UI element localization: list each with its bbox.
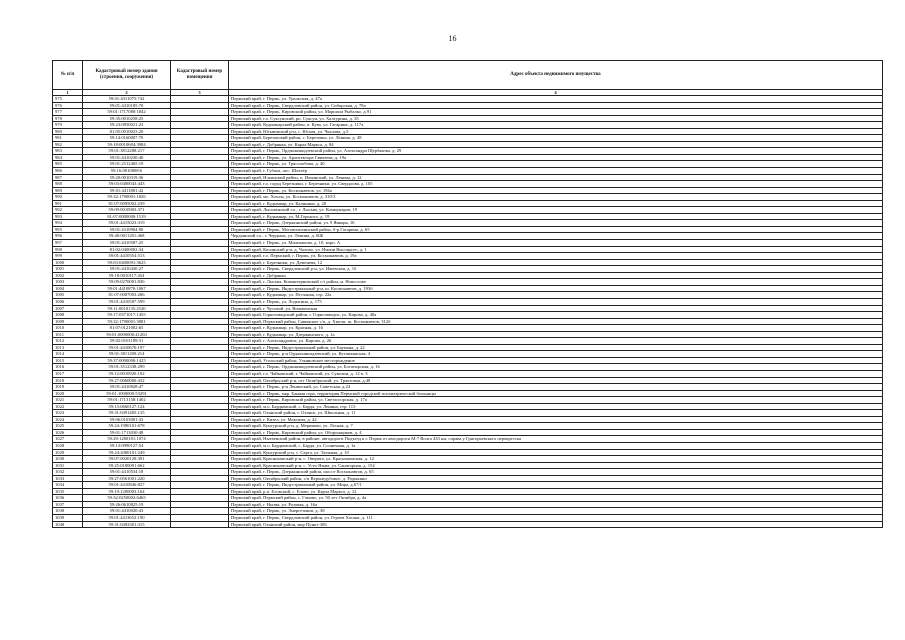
address: Пермский край, г. Пермь, р-н Ленинский, ул. Советская, д.24 (229, 384, 883, 391)
row-number: 1028 (53, 442, 83, 449)
building-cadastral-number: 59:32:1790001:1826 (83, 194, 171, 201)
building-cadastral-number: 59:20:0010319:36 (83, 174, 171, 181)
building-cadastral-number: 59:12:0010920:192 (83, 370, 171, 377)
building-cadastral-number: 59:14:0160007:70 (83, 135, 171, 142)
row-number: 1018 (53, 377, 83, 384)
row-number: 1002 (53, 272, 83, 279)
address: Пермский край, г. Губаха, пос. Шахтёр (229, 168, 883, 175)
building-cadastral-number: 59:03:0400091:3625 (83, 259, 171, 266)
building-cadastral-number: 59:01:0000000:41263 (83, 331, 171, 338)
address: Пермский край, г. Пермь, Кировский район, ул. Оборонщиков, д. 4 (229, 429, 883, 436)
address: Пермский край, Оханский район, мкр Пункт-306 (229, 521, 883, 528)
building-cadastral-number: 59:40:0011201:468 (83, 233, 171, 240)
row-number: 1008 (53, 312, 83, 319)
row-number: 1032 (53, 469, 83, 476)
row-number: 1007 (53, 305, 83, 312)
row-number: 1025 (53, 423, 83, 430)
building-cadastral-number: 81:02:0400002:34 (83, 246, 171, 253)
property-table (52, 60, 883, 528)
building-cadastral-number: 59:01:4410870:1067 (83, 285, 171, 292)
row-number: 997 (53, 240, 83, 247)
address: Пермский край, г. Кудымкар, ул. Красная, д. 16 (229, 325, 883, 332)
row-number: 982 (53, 141, 83, 148)
row-number: 992 (53, 207, 83, 214)
address: Пермский край, г. Кудымкар, ул. Песчаная, стр. 22а (229, 292, 883, 299)
row-number: 988 (53, 181, 83, 188)
address: Пермский край, г. Пермь, Орджоникидзевский район, ул. Александра Щербакова, д. 29 (229, 148, 883, 155)
building-cadastral-number: 59:01:3512338:299 (83, 364, 171, 371)
column-index: 4 (229, 90, 883, 96)
row-number: 990 (53, 194, 83, 201)
address: Пермский край, Юсьвинский р-н, с. Юсьва, ул. Чкалова, д.5 (229, 128, 883, 135)
row-number: 1021 (53, 397, 83, 404)
address: Пермский край, г. Кудымкар, ул. Дзержинского, д. 1а (229, 331, 883, 338)
row-number: 1040 (53, 521, 83, 528)
building-cadastral-number: 59:01:4410354:513 (83, 253, 171, 260)
address: Пермский край, г. Пермь, Орджоникидзевский район, ул. Богатырская, д. 16 (229, 364, 883, 371)
building-cadastral-number: 59:01:1717080:1842 (83, 109, 171, 116)
row-number: 1030 (53, 456, 83, 463)
address: Пермский край, г. Пермь, ул. Уральская, д. 47а (229, 96, 883, 103)
address: Пермский край, Кудымкарский район, п. Кува, ул. Гагарина, д. 117а (229, 122, 883, 129)
address: Чердынский г.о., г. Чердынь, ул. Ленина, д. 60Б (229, 233, 883, 240)
building-cadastral-number: 81:07:0000000:1519 (83, 213, 171, 220)
address: Пермский край, г. Пермь, мкр. Банная гора, территория Пермской городской психиатрической больницы (229, 390, 883, 397)
address: Пермский край, г. Пермь, Индустриальный район, ул. Баумана, д. 22 (229, 344, 883, 351)
building-cadastral-number: 59:01:4311075:742 (83, 96, 171, 103)
address: Пермский край, Горнозаводский район, г. Горнозаводск, ул. Кирова, д. 40а (229, 312, 883, 319)
row-number: 1023 (53, 410, 83, 417)
building-cadastral-number: 59:01:4410430:27 (83, 266, 171, 273)
header-row (53, 61, 883, 90)
address: Пермский край, Лысьвенский г.о., г. Лысьва, ул. Коммунаров, 19 (229, 207, 883, 214)
building-cadastral-number: 59:01:4410230:40 (83, 154, 171, 161)
row-number: 1012 (53, 338, 83, 345)
building-cadastral-number: 59:09:0270001:836 (83, 279, 171, 286)
address: Пермский край, Оханский район, г. Оханск, ул. Школьная, д. 11 (229, 410, 883, 417)
building-cadastral-number: 59:01:4410846:827 (83, 482, 171, 489)
address: Пермский край, г. Пермь, Мотовилихинский район, б-р Гагарина, д. 65 (229, 226, 883, 233)
address: Пермский край, г. Пермь, Индустриальный район, ул. Мира, д.67/1 (229, 482, 883, 489)
row-number: 1004 (53, 285, 83, 292)
building-cadastral-number: 59:26:0610825:19 (83, 501, 171, 508)
row-number: 1038 (53, 508, 83, 515)
address: Пермский край, Пермский район, Савинское с/п, д. Хмели, ш. Космонавтов, 312б (229, 318, 883, 325)
header-address: Адрес объекта недвижимого имущества (229, 61, 883, 90)
address: Пермский край, г. Пермь, ул. Трясолобова, д. 40 (229, 161, 883, 168)
address: Пермский край, Ильинский район, п. Ильинский, ул. Ленина, д. 12 (229, 174, 883, 181)
address: Пермский край, г.о. Суксунский, рп. Суксун, ул. Халтурина, д. 35 (229, 115, 883, 122)
row-number: 976 (53, 102, 83, 109)
table-row (53, 521, 883, 528)
address: Пермский край, г. Кудымкар, ул. Калинина, д. 20 (229, 200, 883, 207)
building-cadastral-number: 59:06:0103001:33 (83, 416, 171, 423)
building-cadastral-number: 59:32:1790001:3081 (83, 318, 171, 325)
row-number: 983 (53, 148, 83, 155)
building-cadastral-number: 59:19:1200003:164 (83, 488, 171, 495)
address: Пермский край, г. Пермь, Свердловский район, ул. Сибирская, д. 78а (229, 102, 883, 109)
address: Пермский край, р.п. Еловский, с. Елово, ул. Карла Маркса, д. 12 (229, 488, 883, 495)
row-number: 1003 (53, 279, 83, 286)
row-number: 1020 (53, 390, 83, 397)
address: Пермский край, г. Добрянка (229, 272, 883, 279)
address: Пермский край, Косинский р-н, д. Чалово, ул. Имени Высоцкого, д. 1 (229, 246, 883, 253)
building-cadastral-number: 59:01:4410020:43 (83, 508, 171, 515)
address: Пермский край, г.о. Пермский, г. Пермь, ул. Космонавтов, д. 19а (229, 253, 883, 260)
address: Пермский край, г. Кизел, ул. Максима, д. 42 (229, 416, 883, 423)
building-cadastral-number: 59:01:4410587:25 (83, 240, 171, 247)
row-number: 978 (53, 115, 83, 122)
address: Пермский край, г. Пермь, Кировский район, ул. Светлогорская, д. 17а (229, 397, 883, 404)
building-cadastral-number: 59:01:4410185:70 (83, 102, 171, 109)
address: Пермский край, Кунгурский р-н, с. Серга, ул. Таежная, д. 10 (229, 449, 883, 456)
row-number: 994 (53, 220, 83, 227)
address: Пермский край, Пермский район, с. Гамово, ул. 50 лет Октября, д. 4а (229, 495, 883, 502)
building-cadastral-number: 59:01:4413652:190 (83, 515, 171, 522)
building-cadastral-number: 59:16:0010008:6 (83, 168, 171, 175)
building-cadastral-number: 81:05:0010023:20 (83, 128, 171, 135)
building-cadastral-number: 59:01:1000000:53291 (83, 390, 171, 397)
building-cadastral-number: 59:27:0561001:220 (83, 475, 171, 482)
row-number: 1037 (53, 501, 83, 508)
building-cadastral-number: 59:01:1713158:1402 (83, 397, 171, 404)
address: Пермский край, г. Пермь, ул. Лодыгина, д. 175 (229, 298, 883, 305)
row-number: 995 (53, 226, 83, 233)
building-cadastral-number: 59:29:1280101:1074 (83, 436, 171, 443)
building-cadastral-number: 59:01:3811200:214 (83, 351, 171, 358)
row-number: 1029 (53, 449, 83, 456)
row-number: 1005 (53, 292, 83, 299)
address: Пермский край, г. Чусовой, ул. Вильвенская (229, 305, 883, 312)
address: Пермский край, Краснокамский р-н, с. Оверята, ул. Краснокамская, д. 12 (229, 456, 883, 463)
building-cadastral-number: 59:01:4411881:42 (83, 187, 171, 194)
building-cadastral-number: 59:24:2080101:249 (83, 449, 171, 456)
address: Пермский край, г. Пермь, Свердловский район, ул. Героев Хасана, д. 111 (229, 515, 883, 522)
building-cadastral-number: 59:03:0400043:443 (83, 181, 171, 188)
address: Пермский край, г. Пермь, Индустриальный р-н, ш. Космонавтов, д. 193б (229, 285, 883, 292)
row-number: 1022 (53, 403, 83, 410)
header-premises-cadastral: Кадастровый номер помещения (171, 61, 229, 90)
address: Пермский край, г. Добрянка, ул. Карла Маркса, д. 84 (229, 141, 883, 148)
address: Пермский край, г. Пермь, Свердловский р-н, ул. Ижевская, д. 1б (229, 266, 883, 273)
building-cadastral-number: 59:01:4410587:599 (83, 298, 171, 305)
row-number: 1027 (53, 436, 83, 443)
address: Пермский край, м.о. Бардымский, с. Барда, ул. Ленина, стр. 115 (229, 403, 883, 410)
building-cadastral-number: 59:31:0492301:315 (83, 521, 171, 528)
building-cadastral-number: 59:01:4415023:319 (83, 220, 171, 227)
building-cadastral-number: 81:07:0095002:239 (83, 200, 171, 207)
column-index: 1 (53, 90, 83, 96)
building-cadastral-number: 59:09:0010903:371 (83, 207, 171, 214)
row-number: 1009 (53, 318, 83, 325)
address: Пермский край, г. Кудымкар, ул. М.Горького, д. 19 (229, 213, 883, 220)
building-cadastral-number: 59:25:0180001:662 (83, 462, 171, 469)
address: Пермский край, Усольский район, Ульяновское месторождение (229, 357, 883, 364)
building-cadastral-number: 59:01:1713030:48 (83, 429, 171, 436)
row-number: 989 (53, 187, 83, 194)
building-cadastral-number: 81:07:0087003:266 (83, 292, 171, 299)
row-number: 1033 (53, 475, 83, 482)
row-number: 980 (53, 128, 83, 135)
row-number: 1017 (53, 370, 83, 377)
row-number: 1014 (53, 351, 83, 358)
building-cadastral-number: 59:01:2512465:19 (83, 161, 171, 168)
address: Пермский край, г. Пермь, ул. Архитектора Свиязева, д. 19а (229, 154, 883, 161)
row-number: 979 (53, 122, 83, 129)
row-number: 993 (53, 213, 83, 220)
row-number: 977 (53, 109, 83, 116)
building-cadastral-number: 59:18:0010117:454 (83, 272, 171, 279)
row-number: 1026 (53, 429, 83, 436)
building-cadastral-number: 59:07:0020129:391 (83, 456, 171, 463)
row-number: 1016 (53, 364, 83, 371)
building-cadastral-number: 59:18:0010604:3984 (83, 141, 171, 148)
address: Пермский край, Краснокамский р-н, с. Усть-Язьва, ул. Санаторная, д. 154 (229, 462, 883, 469)
row-number: 986 (53, 168, 83, 175)
row-number: 1015 (53, 357, 83, 364)
building-cadastral-number: 59:02:0101189:31 (83, 338, 171, 345)
page-number: 16 (448, 34, 457, 43)
building-cadastral-number: 59:37:0000000:1425 (83, 357, 171, 364)
address: Пермский край, г. Пермь, р-н Орджоникидзевский, ул. Кутамышская, 4 (229, 351, 883, 358)
address: Пермский край, м.о. Бардымский, с. Барда, ул. Солнечная, д. 1а (229, 442, 883, 449)
address: Пермский край, г. Пермь, ул. Космонавтов, ул. 194а (229, 187, 883, 194)
row-number: 985 (53, 161, 83, 168)
address: Пермский край, г. Пермь, ул. Энергетиков, д. 38 (229, 508, 883, 515)
building-cadastral-number: 59:17:0371017:1455 (83, 312, 171, 319)
row-number: 981 (53, 135, 83, 142)
row-number: 1019 (53, 384, 83, 391)
building-cadastral-number: 81:07:0121002:65 (83, 325, 171, 332)
address: Пермский край, г. Пермь, Дзержинский район, шоссе Космонавтов, д. 65 (229, 469, 883, 476)
row-number: 1000 (53, 259, 83, 266)
row-number: 1031 (53, 462, 83, 469)
row-number: 984 (53, 154, 83, 161)
address: Пермский край, г. Пермь, Дзержинский район, ул. 9 Января, 16 (229, 220, 883, 227)
row-number: 1011 (53, 331, 83, 338)
address: Пермский край, мо. Хохлы, ул. Космонавтов, д. 310/3 (229, 194, 883, 201)
premises-cadastral-number (171, 521, 229, 528)
address: Пермский край, г. Пермь, ул. Мильчакова, д. 10, корп. А (229, 240, 883, 247)
row-number: 1001 (53, 266, 83, 273)
address: Пермский край, г. Лысьва, Коминтерновский с/з район, м. Новоселье (229, 279, 883, 286)
address: Пермский край, г.о. город Березники, г. Березники, ул. Свердлова, д. 105 (229, 181, 883, 188)
address: Пермский край, Нытвенский район, в районе: автодороги Подъезд к г. Пермь от автодороги М-7 Волга 433 км, справа у Григорьевского перекрестка (229, 436, 883, 443)
building-cadastral-number: 59:35:0010258:25 (83, 115, 171, 122)
row-number: 1010 (53, 325, 83, 332)
address: Пермский край, г. Березники, ул. Деменева, 12 (229, 259, 883, 266)
building-cadastral-number: 59:11:0010135:2520 (83, 305, 171, 312)
address: Пермский край, Березовский район, с. Березовка, ул. Ленина, д. 48 (229, 135, 883, 142)
row-number: 1024 (53, 416, 83, 423)
row-number: 1034 (53, 482, 83, 489)
building-cadastral-number: 59:01:4410828:47 (83, 384, 171, 391)
address: Пермский край, Октябрьский район, с/п Верхнедубовое, д. Родыкино (229, 475, 883, 482)
address: Пермский край, Кунгурский р-н, д. Мериново, ул. Лесная, д. 7 (229, 423, 883, 430)
building-cadastral-number: 59:23:0850021:23 (83, 122, 171, 129)
row-number: 998 (53, 246, 83, 253)
row-number: 999 (53, 253, 83, 260)
building-cadastral-number: 59:01:4410534:18 (83, 469, 171, 476)
address: Пермский край, Октябрьский р-н, пгт Октябрьский, ул. Трактовая, д.48 (229, 377, 883, 384)
column-index: 2 (83, 90, 171, 96)
address: Пермский край, г.о. Чайковский, г. Чайковский, ул. Суколин, д. 12 в. 3 (229, 370, 883, 377)
building-cadastral-number: 59:01:3812288:217 (83, 148, 171, 155)
building-cadastral-number: 59:24:1980101:678 (83, 423, 171, 430)
address: Пермский край, г. Александровск, ул. Кирова, д. 26 (229, 338, 883, 345)
row-number: 1039 (53, 515, 83, 522)
building-cadastral-number: 59:32:0250002:6465 (83, 495, 171, 502)
building-cadastral-number: 59:27:0060000:432 (83, 377, 171, 384)
building-cadastral-number: 59:01:4410670:197 (83, 344, 171, 351)
row-number: 1013 (53, 344, 83, 351)
row-number: 1035 (53, 488, 83, 495)
row-number: 996 (53, 233, 83, 240)
header-building-cadastral: Кадастровый номер здания (строения, сооружения) (83, 61, 171, 90)
row-number: 991 (53, 200, 83, 207)
building-cadastral-number: 59:13:0990127:54 (83, 442, 171, 449)
header-number: № п/п (53, 61, 83, 90)
row-number: 975 (53, 96, 83, 103)
building-cadastral-number: 59:13:0660127:124 (83, 403, 171, 410)
row-number: 987 (53, 174, 83, 181)
row-number: 1006 (53, 298, 83, 305)
building-cadastral-number: 59:31:0491405:135 (83, 410, 171, 417)
address: Пермский край, г. Нытва, ул. Розовая, д. 16а (229, 501, 883, 508)
address: Пермский край, г. Пермь, Кировский район, ул. Маршала Рыбалко, д.91 (229, 109, 883, 116)
column-index: 3 (171, 90, 229, 96)
building-cadastral-number: 59:01:4310904:90 (83, 226, 171, 233)
row-number: 1036 (53, 495, 83, 502)
